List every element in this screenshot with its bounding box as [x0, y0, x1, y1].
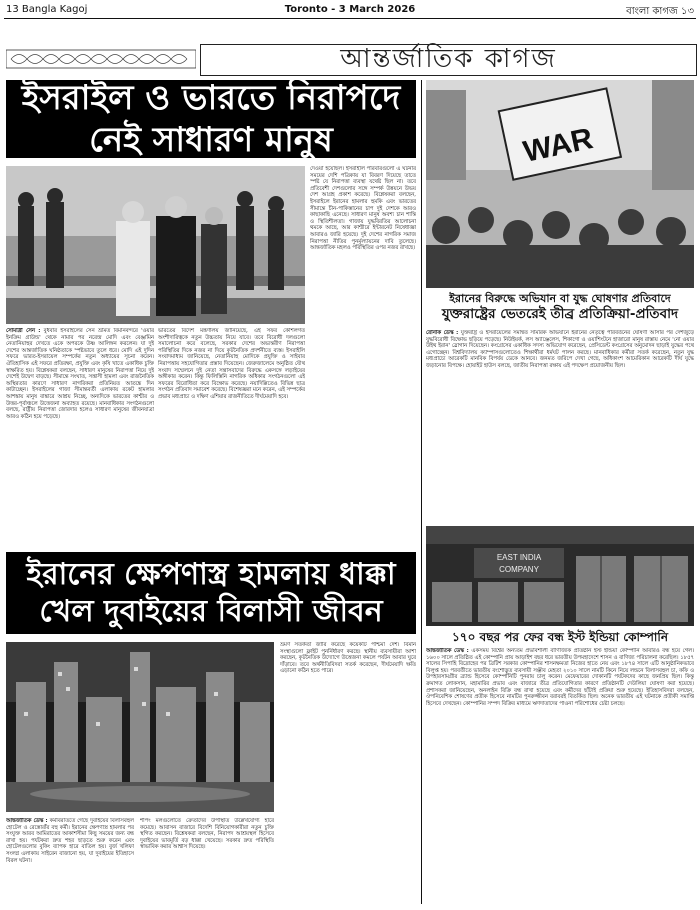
- story1-column3: দেওয়া হয়েছিল। ইসরাইলি পরিবারগুলো এ ঘটনার সময়ের দেশি পত্রিকায় যা বিবরণ দিয়েছে তাতে স্পষ্ট যে নিরাপত্তা ব্যবস্থা যথেষ্ট ছিল না। তবে প্রতিবেশী দেশগুলোর সঙ্গে সম্পর্ক উন্নয়নে উভয় দেশ আগ্রহ প্রকাশ করেছে। বিশ্লেষকরা বলছেন, ইসরাইলে ইরানের হামলার হুমকি এবং ভারতের সীমান্তে চীন-পাকিস্তানের চাপ দুই দেশকে আরও কাছাকাছি এনেছে। সাধারণ মানুষ অবশ্য চান শান্তি ও স্থিতিশীলতা। গাজায় যুদ্ধবিরতির আলোচনা থমকে আছে, আর কাশ্মীরে ইন্টারনেট নিষেধাজ্ঞা আবারও জারি হয়েছে। দুই দেশের নাগরিক সমাজ নিরাপত্তা নীতির পুনর্মূল্যায়নের দাবি তুলেছে। আন্তর্জাতিক মহলও পরিস্থিতির ওপর নজর রাখছে।: [310, 166, 416, 252]
- story4-headline: ১৭০ বছর পর ফের বন্ধ ইস্ট ইন্ডিয়া কোম্পানি: [451, 630, 669, 644]
- page-number-right: বাংলা কাগজ ১৩: [626, 6, 694, 17]
- page-number-left: 13 Bangla Kagoj: [6, 4, 88, 15]
- story3-headline-line1: ইরানের বিরুদ্ধে অভিযান বা যুদ্ধ ঘোষণার প্রতিবাদে: [449, 292, 671, 305]
- story2-headline: [6, 552, 416, 634]
- store-sign-line2: COMPANY: [499, 565, 539, 574]
- story3-body: [426, 330, 694, 520]
- story2-column3: ভ্রমণ সতর্কতা জারি করেছে কয়েকটি পশ্চিমা দেশ। বিমান সংস্থাগুলো ফ্লাইট পুনর্নির্ধারণ করছে। স্থানীয় ব্যবসায়ীরা আশা করছেন, কূটনৈতিক উদ্যোগে উত্তেজনা কমলে পর্যটন আবার ঘুরে দাঁড়াবে। তবে অর্থনীতিবিদরা সতর্ক করেছেন, দীর্ঘমেয়াদি ক্ষতি এড়ানো কঠিন হতে পারে।: [280, 642, 416, 675]
- masthead-ornament: [6, 46, 196, 72]
- story1-column2: ভারতের বিদেশ মন্ত্রণালয় জানিয়েছে, এই সফর কৌশলগত অংশীদারিত্বকে নতুন উচ্চতায় নিয়ে যাবে। তবে বিরোধী দলগুলো সমালোচনা করে বলেছে, সরকার দেশের অভ্যন্তরীণ নিরাপত্তা পরিস্থিতির দিকে নজর না দিয়ে কূটনৈতিক প্রদর্শনীতে ব্যস্ত। ইসরাইলি সংবাদমাধ্যম জানিয়েছে, নেতানিয়াহু মোদিকে প্রযুক্তি ও সাইবার নিরাপত্তায় সহযোগিতার প্রস্তাব দিয়েছেন। জেরুজালেমে অনুষ্ঠিত যৌথ সংবাদ সম্মেলনে দুই নেতা সন্ত্রাসবাদের বিরুদ্ধে একসঙ্গে লড়াইয়ের অঙ্গীকার করেন। কিন্তু ফিলিস্তিনি নাগরিক অধিকার সংগঠনগুলো এই সফরের বিরোধিতা করে বিক্ষোভ করেছে। নয়াদিল্লিতেও বিভিন্ন ছাত্র সংগঠন প্রতিবাদ সমাবেশ করেছে। বিশেষজ্ঞরা মনে করেন, এই সম্পর্কের প্রভাব মধ্যপ্রাচ্য ও দক্ষিণ এশিয়ার রাজনীতিতে দীর্ঘমেয়াদি হবে।: [158, 328, 305, 400]
- edition-date: Toronto - 3 March 2026: [284, 4, 416, 15]
- story4-body-text: একসময় বিশ্বের অন্যতম প্রভাবশালী বাণিজ্যিক প্রতিষ্ঠান ইস্ট ইন্ডিয়া কোম্পানি আবারও বন্ধ হয়ে গেল। ১৬০০ সালে প্রতিষ্ঠিত এই কোম্পানি প্রায় আড়াইশ বছর ধরে ভারতীয় উপমহাদেশে শাসন ও বাণিজ্য পরিচালনা করেছিল। ১৮৫৭ সালের সিপাহি বিদ্রোহের পর ব্রিটিশ সরকার কোম্পানির শাসনক্ষমতা নিজের হাতে নেয় এবং ১৮৭৪ সালে এটি আনুষ্ঠানিকভাবে বিলুপ্ত হয়। পরবর্তীতে ভারতীয় বংশোদ্ভূত ব্যবসায়ী সঞ্জীব মেহতা ২০১০ সালে নামটি কিনে নিয়ে লন্ডনে বিলাসবহুল চা, কফি ও উপহারসামগ্রীর ব্র্যান্ড হিসেবে কোম্পানিটি পুনরায় চালু করেন। মেফেয়ারের দোকানটি পর্যটকদের কাছে জনপ্রিয় ছিল। কিন্তু ক্রমাগত লোকসান, মহামারির প্রভাব এবং বাজারে তীব্র প্রতিযোগিতার কারণে প্রতিষ্ঠানটি দেউলিয়া ঘোষণা করা হয়েছে। প্রশাসকরা জানিয়েছেন, অনলাইন বিক্রি বন্ধ রাখা হয়েছে এবং কর্মীদের ছাঁটাই প্রক্রিয়া শুরু হয়েছে। ইতিহাসবিদরা বলছেন, ঔপনিবেশিক শোষণের প্রতীক হিসেবে নামটির পুনরুজ্জীবন বরাবরই বিতর্কিত ছিল। অনেক ভারতীয় এই ঘটনাকে প্রতীকী সমাপ্তি হিসেবে দেখছেন। কোম্পানির সম্পদ বিক্রির মাধ্যমে ঋণদাতাদের পাওনা পরিশোধের চেষ্টা চলছে।: [426, 648, 694, 707]
- story2-column2: শপিং মলগুলোতে ক্রেতাদের উপস্থিতি উল্লেখযোগ্য হারে কমেছে। আবাসন বাজারে বিদেশি বিনিয়োগকারীরা নতুন চুক্তি স্থগিত করছেন। বিশ্লেষকরা বলছেন, নিরাপদ আশ্রয়স্থল হিসেবে দুবাইয়ের ভাবমূর্তি বড় ধাক্কা খেয়েছে। সরকার দ্রুত পরিস্থিতি স্বাভাবিক করার আশ্বাস দিয়েছে।: [140, 818, 274, 851]
- story3-photo-protest: [426, 80, 694, 288]
- story3-dateline: রোনাক ডেস্ক :: [426, 330, 459, 336]
- story2-headline-line1: ইরানের ক্ষেপণাস্ত্র হামলায় ধাক্কা: [26, 556, 396, 592]
- story1-dateline: সোমাদ্রী সেন :: [6, 328, 41, 334]
- story2-column1: [6, 818, 134, 904]
- story1-column1: [6, 328, 154, 544]
- section-masthead: আন্তর্জাতিক কাগজ: [200, 44, 697, 76]
- story3-body-text: যুক্তরাষ্ট্র ও ইসরায়েলের সমন্বিত সামরিক অভিযানে ইরানের নেতৃত্বে পরিবর্তনের ঘোষণা আসার পর দেশজুড়ে যুদ্ধবিরোধী বিক্ষোভ ছড়িয়ে পড়েছে। নিউইয়র্ক, লস অ্যাঞ্জেলেস, শিকাগো ও ওয়াশিংটনে হাজারো মানুষ রাস্তায় নেমে 'নো ওয়ার উইথ ইরান' স্লোগান দিয়েছেন। কংগ্রেসের একাধিক সদস্য অভিযোগ করেছেন, প্রেসিডেন্ট কংগ্রেসের অনুমোদন ছাড়াই যুদ্ধের পথে এগোচ্ছেন। বিশ্ববিদ্যালয় ক্যাম্পাসগুলোতেও শিক্ষার্থীরা ধর্মঘট পালন করছে। মানবাধিকার কর্মীরা সতর্ক করেছেন, নতুন যুদ্ধ মধ্যপ্রাচ্যে আরেকটি মানবিক বিপর্যয় ডেকে আনবে। জনমত জরিপে দেখা গেছে, অধিকাংশ আমেরিকান আরেকটি দীর্ঘ যুদ্ধে জড়ানোর বিপক্ষে। হোয়াইট হাউস বলছে, জাতীয় নিরাপত্তা রক্ষায় এই পদক্ষেপ প্রয়োজনীয় ছিল।: [426, 330, 694, 369]
- story4-dateline: আন্তর্জাতিক ডেস্ক :: [426, 648, 469, 654]
- column-divider: [421, 80, 422, 904]
- story1-headline: [6, 77, 416, 160]
- story3-headline: [426, 292, 694, 323]
- story2-dateline: আন্তর্জাতিক ডেস্ক :: [6, 818, 48, 824]
- story3-headline-line2: যুক্তরাষ্ট্রের ভেতরেই তীব্র প্রতিক্রিয়া-প্রতিবাদ: [441, 305, 679, 322]
- story1-col1-text: বুধবার ইসরাইলের সেন ভ্রমিত বিমানবন্দরে 'ওয়ার ইনক্রিম গ্রাউন্ড' থেকে নামার পর নরেন্দ্র মোদি এবং বেঞ্জামিন নেতানিয়াহুর দেখতে একে অপরকে উষ্ণ আলিঙ্গন করলেন। যা দুই দেশের আন্তর্জাতিক ঘনিষ্ঠতাকে স্পষ্টভাবে তুলে ধরে। মোদি এই দুদিন সফরে ভারত-ইসরায়েল সম্পর্কের নতুন অধ্যায়ের সূচনা করেন। ঐতিহাসিক এই সফরে প্রতিরক্ষা, প্রযুক্তি এবং কৃষি খাতে একাধিক চুক্তি স্বাক্ষরিত হয়। বিশ্লেষকরা বলছেন, সাধারণ মানুষের নিরাপত্তা নিয়ে দুই দেশেই উদ্বেগ বাড়ছে। সীমান্তে সংঘাত, সন্ত্রাসী হামলা এবং রাজনৈতিক অস্থিরতার কারণে সাধারণ নাগরিকরা প্রতিনিয়ত আতঙ্কে দিন কাটাচ্ছেন। ইসরাইলের গাজা সীমান্তবর্তী এলাকায় রকেট হামলার আশঙ্কায় মানুষ বাঙ্কারে আশ্রয় নিচ্ছে, অন্যদিকে ভারতের কাশ্মীর ও উত্তর-পূর্বাঞ্চলে উত্তেজনা অব্যাহত রয়েছে। মানবাধিকার সংগঠনগুলো বলছে, রাষ্ট্রীয় নিরাপত্তা জোরদার হলেও সাধারণ মানুষের জীবনযাত্রা আরও কঠিন হয়ে পড়েছে।: [6, 328, 154, 420]
- story1-headline-line1: ইসরাইল ও ভারতে নিরাপদে: [21, 77, 401, 118]
- story2-headline-line2: খেল দুবাইয়ের বিলাসী জীবন: [39, 594, 383, 629]
- story3-protest-sign-text: WAR: [520, 122, 596, 169]
- story1-photo-leaders: [6, 166, 305, 324]
- story4-body: [426, 648, 694, 904]
- store-sign-line1: EAST INDIA: [496, 553, 542, 562]
- header-rule: [4, 18, 696, 19]
- story4-photo-storefront: [426, 526, 694, 626]
- story2-col1-text: কর্মবিরতিতে গেছে দুবাইয়ের বিলাসবহুল হোটেল ও রেস্তোরাঁর বহু কর্মী। ইরানের ক্ষেপণাস্ত্র হামলার পর সংযুক্ত আরব আমিরাতের আকাশসীমা কিছু সময়ের জন্য বন্ধ রাখা হয়। পর্যটকরা দ্রুত শহর ছাড়তে শুরু করেন এবং হোটেলগুলোর বুকিং ব্যাপক হারে বাতিল হয়। বুর্জ খলিফা সংলগ্ন এলাকায় সাইরেন বাজানো হয়, যা দুবাইয়ের ইতিহাসে বিরল ঘটনা।: [6, 818, 134, 864]
- story2-photo-dubai: [6, 642, 274, 812]
- story1-headline-line2: নেই সাধারণ মানুষ: [89, 120, 333, 160]
